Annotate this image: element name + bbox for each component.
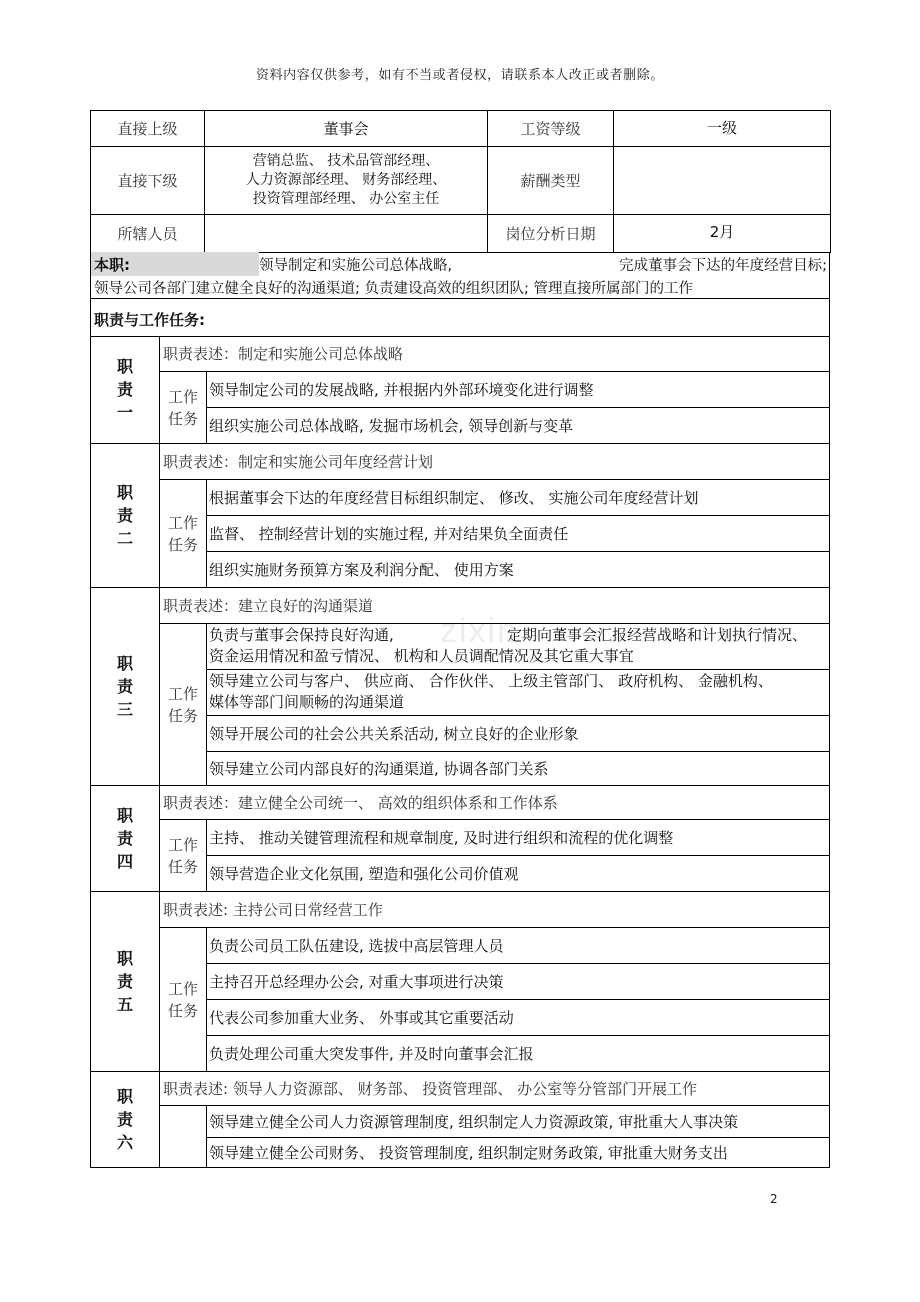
task-text: 领导开展公司的社会公共关系活动, 树立良好的企业形象 bbox=[209, 725, 579, 743]
task-label bbox=[160, 1106, 207, 1167]
duty-description-text: 职责表述：建立健全公司统一、 高效的组织体系和工作体系 bbox=[163, 794, 558, 812]
duty-label-char: 职 bbox=[116, 483, 133, 502]
superior-value: 董事会 bbox=[205, 111, 488, 147]
task-text: 组织实施公司总体战略, 发掘市场机会, 领导创新与变革 bbox=[209, 417, 574, 435]
task-row bbox=[207, 480, 829, 516]
task-row bbox=[207, 1138, 829, 1167]
duty-description bbox=[160, 892, 829, 928]
task-text: 负责与董事会保持良好沟通, bbox=[209, 626, 394, 644]
staff-label: 所辖人员 bbox=[91, 215, 205, 253]
duty-label bbox=[91, 444, 160, 587]
task-text: 资金运用情况和盈亏情况、 机构和人员调配情况及其它重大事宜 bbox=[209, 647, 634, 665]
salary-grade-value: 一级 bbox=[614, 111, 831, 147]
subordinate-line: 人力资源部经理、 财务部经理、 bbox=[245, 172, 447, 188]
task-row bbox=[207, 928, 829, 964]
duty-block bbox=[90, 892, 830, 1072]
salary-grade-label: 工资等级 bbox=[488, 111, 614, 147]
duty-description bbox=[160, 786, 829, 820]
duty-label-char: 责 bbox=[116, 677, 133, 696]
task-label-text: 任务 bbox=[167, 409, 198, 428]
task-label-text: 任务 bbox=[167, 1001, 198, 1020]
duty-label bbox=[91, 1072, 160, 1167]
task-text: 领导建立健全公司人力资源管理制度, 组织制定人力资源政策, 审批重大人事决策 bbox=[209, 1113, 739, 1131]
duty-label-char: 三 bbox=[116, 700, 133, 719]
duty-description-text: 职责表述：建立良好的沟通渠道 bbox=[163, 597, 374, 615]
job-summary-text: 完成董事会下达的年度经营目标; bbox=[619, 258, 827, 274]
task-row bbox=[207, 670, 829, 716]
duty-block bbox=[90, 336, 830, 444]
task-row bbox=[207, 964, 829, 1000]
task-row bbox=[207, 752, 829, 785]
job-summary-label-bg bbox=[91, 252, 259, 276]
subordinate-label: 直接下级 bbox=[91, 147, 205, 215]
duty-label-char: 责 bbox=[116, 1110, 133, 1129]
duty-label-char: 四 bbox=[116, 852, 133, 871]
task-row bbox=[207, 716, 829, 752]
duty-description-text: 职责表述: 主持公司日常经营工作 bbox=[163, 901, 383, 919]
duty-block bbox=[90, 444, 830, 588]
disclaimer-notice: 资料内容仅供参考，如有不当或者侵权，请联系本人改正或者删除。 bbox=[255, 68, 664, 83]
task-label bbox=[160, 820, 207, 891]
task-row bbox=[207, 1000, 829, 1036]
task-row bbox=[207, 820, 829, 856]
duty-label-char: 职 bbox=[116, 806, 133, 825]
analysis-date-label: 岗位分析日期 bbox=[488, 215, 614, 253]
task-text: 领导制定公司的发展战略, 并根据内外部环境变化进行调整 bbox=[209, 381, 594, 399]
task-text: 代表公司参加重大业务、 外事或其它重要活动 bbox=[209, 1009, 514, 1027]
task-text: 领导建立健全公司财务、 投资管理制度, 组织制定财务政策, 审批重大财务支出 bbox=[209, 1144, 728, 1162]
duty-label-char: 二 bbox=[116, 529, 133, 548]
task-row bbox=[207, 516, 829, 552]
duty-label bbox=[91, 588, 160, 785]
task-row bbox=[207, 856, 829, 891]
pay-type-label: 薪酬类型 bbox=[488, 147, 614, 215]
duty-label-char: 职 bbox=[116, 949, 133, 968]
duty-label-char: 职 bbox=[116, 1087, 133, 1106]
subordinate-line: 营销总监、 技术品管部经理、 bbox=[252, 153, 440, 169]
duty-label-char: 责 bbox=[116, 380, 133, 399]
task-text: 组织实施财务预算方案及利润分配、 使用方案 bbox=[209, 561, 514, 579]
duty-label-char: 六 bbox=[116, 1133, 133, 1152]
duty-description bbox=[160, 1072, 829, 1106]
task-text: 媒体等部门间顺畅的沟通渠道 bbox=[209, 693, 405, 711]
task-label-text: 任务 bbox=[167, 857, 198, 876]
header-info-table bbox=[90, 110, 831, 253]
task-row bbox=[207, 552, 829, 587]
duty-label-char: 责 bbox=[116, 829, 133, 848]
job-summary-label: 本职: bbox=[94, 256, 130, 274]
job-summary-text: 领导制定和实施公司总体战略, bbox=[259, 258, 453, 274]
task-label bbox=[160, 372, 207, 443]
duty-label-char: 一 bbox=[116, 403, 133, 422]
task-text: 主持召开总经理办公会, 对重大事项进行决策 bbox=[209, 973, 504, 991]
task-row bbox=[207, 408, 829, 443]
subordinate-value bbox=[205, 147, 488, 215]
duty-label bbox=[91, 336, 160, 443]
duty-description-text: 职责表述：制定和实施公司总体战略 bbox=[163, 345, 404, 363]
subordinate-line: 投资管理部经理、 办公室主任 bbox=[252, 191, 440, 207]
task-text: 负责处理公司重大突发事件, 并及时向董事会汇报 bbox=[209, 1045, 534, 1063]
task-row bbox=[207, 624, 829, 670]
duty-block bbox=[90, 786, 830, 892]
duty-description bbox=[160, 444, 829, 480]
task-text: 领导营造企业文化氛围, 塑造和强化公司价值观 bbox=[209, 865, 519, 883]
duty-block bbox=[90, 1072, 830, 1168]
duty-description bbox=[160, 588, 829, 624]
task-label-text: 工作 bbox=[167, 835, 198, 854]
task-label-text: 任务 bbox=[167, 706, 198, 725]
task-text: 定期向董事会汇报经营战略和计划执行情况、 bbox=[507, 626, 808, 644]
duty-label-char: 职 bbox=[116, 654, 133, 673]
task-label bbox=[160, 928, 207, 1071]
task-text: 负责公司员工队伍建设, 选拔中高层管理人员 bbox=[209, 937, 504, 955]
task-text: 领导建立公司内部良好的沟通渠道, 协调各部门关系 bbox=[209, 760, 549, 778]
staff-value bbox=[205, 215, 488, 253]
section-header bbox=[90, 298, 830, 337]
duty-label-char: 五 bbox=[116, 995, 133, 1014]
duty-block bbox=[90, 588, 830, 786]
task-row bbox=[207, 1106, 829, 1138]
analysis-date-value: 2月 bbox=[614, 215, 831, 253]
duty-label bbox=[91, 786, 160, 891]
duty-description bbox=[160, 336, 829, 372]
pay-type-value bbox=[614, 147, 831, 215]
task-label-text: 工作 bbox=[167, 513, 198, 532]
job-summary bbox=[90, 252, 830, 299]
task-label-text: 工作 bbox=[167, 979, 198, 998]
duty-label-char: 责 bbox=[116, 972, 133, 991]
task-text: 领导建立公司与客户、 供应商、 合作伙伴、 上级主管部门、 政府机构、 金融机构、 bbox=[209, 672, 773, 690]
duty-label bbox=[91, 892, 160, 1071]
task-label bbox=[160, 480, 207, 587]
task-label-text: 任务 bbox=[167, 535, 198, 554]
duty-label-char: 职 bbox=[116, 357, 133, 376]
page-number: 2 bbox=[770, 1192, 778, 1206]
duty-label-char: 责 bbox=[116, 506, 133, 525]
task-text: 根据董事会下达的年度经营目标组织制定、 修改、 实施公司年度经营计划 bbox=[209, 489, 699, 507]
job-summary-text: 领导公司各部门建立健全良好的沟通渠道; 负责建设高效的组织团队; 管理直接所属部门的工作 bbox=[94, 281, 693, 297]
section-title: 职责与工作任务: bbox=[94, 311, 205, 329]
duty-description-text: 职责表述: 领导人力资源部、 财务部、 投资管理部、 办公室等分管部门开展工作 bbox=[163, 1080, 698, 1098]
task-label-text: 工作 bbox=[167, 684, 198, 703]
duty-description-text: 职责表述：制定和实施公司年度经营计划 bbox=[163, 453, 434, 471]
task-row bbox=[207, 1036, 829, 1071]
task-text: 主持、 推动关键管理流程和规章制度, 及时进行组织和流程的优化调整 bbox=[209, 829, 674, 847]
superior-label: 直接上级 bbox=[91, 111, 205, 147]
task-row bbox=[207, 372, 829, 408]
task-label-text: 工作 bbox=[167, 387, 198, 406]
task-text: 监督、 控制经营计划的实施过程, 并对结果负全面责任 bbox=[209, 525, 569, 543]
watermark: zixin bbox=[440, 612, 519, 650]
task-label bbox=[160, 624, 207, 785]
